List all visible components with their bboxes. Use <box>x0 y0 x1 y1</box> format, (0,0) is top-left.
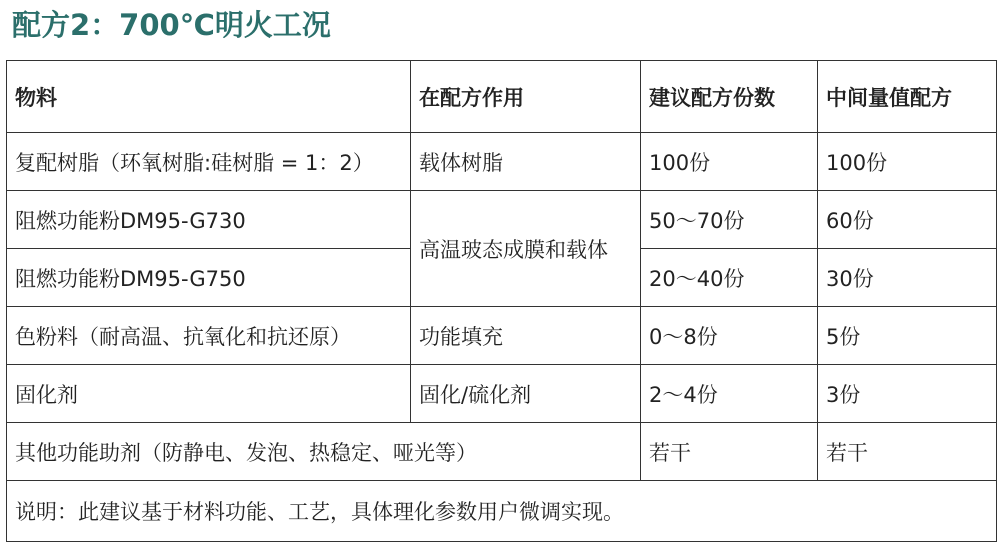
table-row <box>7 365 997 423</box>
mid-cell: 100份 <box>818 133 997 191</box>
role-cell: 高温玻态成膜和载体 <box>411 191 641 307</box>
material-cell: 阻燃功能粉DM95-G750 <box>7 249 411 307</box>
suggested-cell: 若干 <box>641 423 818 481</box>
header-suggested: 建议配方份数 <box>641 61 818 133</box>
material-cell: 其他功能助剂（防静电、发泡、热稳定、哑光等） <box>7 423 641 481</box>
mid-cell: 3份 <box>818 365 997 423</box>
table-row <box>7 307 997 365</box>
table-header-row <box>7 61 997 133</box>
table-row <box>7 191 997 249</box>
mid-cell: 30份 <box>818 249 997 307</box>
material-cell: 固化剂 <box>7 365 411 423</box>
mid-cell: 60份 <box>818 191 997 249</box>
role-cell: 固化/硫化剂 <box>411 365 641 423</box>
header-material: 物料 <box>7 61 411 133</box>
mid-cell: 若干 <box>818 423 997 481</box>
suggested-cell: 50～70份 <box>641 191 818 249</box>
page-title: 配方2：700℃明火工况 <box>12 8 331 42</box>
recipe-table <box>6 60 997 542</box>
suggested-cell: 100份 <box>641 133 818 191</box>
table-row <box>7 423 997 481</box>
suggested-cell: 2～4份 <box>641 365 818 423</box>
suggested-cell: 0～8份 <box>641 307 818 365</box>
role-cell: 功能填充 <box>411 307 641 365</box>
material-cell: 复配树脂（环氧树脂:硅树脂 = 1：2） <box>7 133 411 191</box>
role-cell: 载体树脂 <box>411 133 641 191</box>
mid-cell: 5份 <box>818 307 997 365</box>
suggested-cell: 20～40份 <box>641 249 818 307</box>
material-cell: 色粉料（耐高温、抗氧化和抗还原） <box>7 307 411 365</box>
note-row <box>7 481 997 542</box>
material-cell: 阻燃功能粉DM95-G730 <box>7 191 411 249</box>
header-mid: 中间量值配方 <box>818 61 997 133</box>
note-cell: 说明：此建议基于材料功能、工艺，具体理化参数用户微调实现。 <box>7 481 997 542</box>
table-row <box>7 133 997 191</box>
header-role: 在配方作用 <box>411 61 641 133</box>
